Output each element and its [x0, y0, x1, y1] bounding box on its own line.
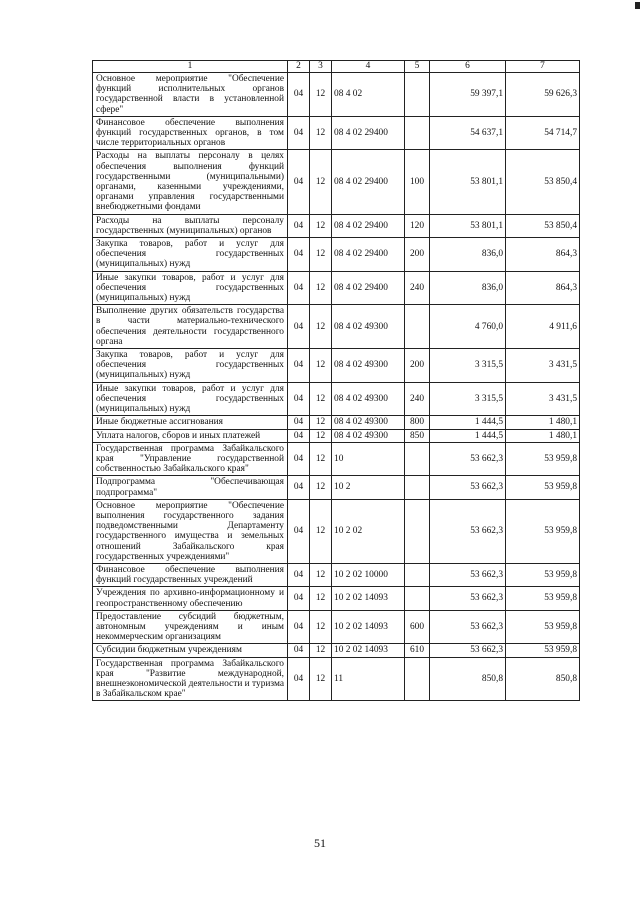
subsection-code-cell: 12 — [310, 73, 332, 117]
expense-type-cell — [405, 563, 430, 586]
table-row — [93, 73, 580, 117]
target-article-cell: 08 4 02 49300 — [332, 416, 405, 429]
section-code-cell: 04 — [288, 499, 310, 563]
table-row — [93, 499, 580, 563]
amount-year1-cell: 53 801,1 — [430, 150, 506, 214]
target-article-cell: 08 4 02 49300 — [332, 382, 405, 416]
table-row — [93, 563, 580, 586]
subsection-code-cell: 12 — [310, 476, 332, 499]
target-article-cell: 10 2 02 10000 — [332, 563, 405, 586]
amount-year1-cell: 53 662,3 — [430, 442, 506, 476]
section-code-cell: 04 — [288, 73, 310, 117]
row-name-cell: Финансовое обеспечение выполнения функций государственных органов, в том числе территориальных органов — [93, 116, 288, 150]
target-article-cell: 10 2 02 14093 — [332, 644, 405, 657]
amount-year2-cell: 53 959,8 — [506, 610, 580, 644]
amount-year1-cell: 3 315,5 — [430, 382, 506, 416]
expense-type-cell: 120 — [405, 214, 430, 237]
target-article-cell: 11 — [332, 657, 405, 701]
table-row — [93, 349, 580, 383]
row-name-cell: Иные закупки товаров, работ и услуг для обеспечения государственных (муниципальных) нужд — [93, 271, 288, 305]
amount-year2-cell: 53 959,8 — [506, 587, 580, 610]
header-cell: 2 — [288, 61, 310, 73]
target-article-cell: 10 2 02 — [332, 499, 405, 563]
target-article-cell: 08 4 02 49300 — [332, 349, 405, 383]
table-row — [93, 657, 580, 701]
expense-type-cell: 800 — [405, 416, 430, 429]
amount-year1-cell: 53 662,3 — [430, 476, 506, 499]
target-article-cell: 08 4 02 49300 — [332, 305, 405, 349]
amount-year2-cell: 53 959,8 — [506, 499, 580, 563]
section-code-cell: 04 — [288, 587, 310, 610]
section-code-cell: 04 — [288, 610, 310, 644]
section-code-cell: 04 — [288, 214, 310, 237]
amount-year1-cell: 1 444,5 — [430, 416, 506, 429]
expense-type-cell: 200 — [405, 238, 430, 272]
row-name-cell: Закупка товаров, работ и услуг для обеспечения государственных (муниципальных) нужд — [93, 238, 288, 272]
table-row — [93, 271, 580, 305]
amount-year2-cell: 53 959,8 — [506, 644, 580, 657]
header-cell: 3 — [310, 61, 332, 73]
expense-type-cell: 240 — [405, 271, 430, 305]
subsection-code-cell: 12 — [310, 563, 332, 586]
row-name-cell: Иные бюджетные ассигнования — [93, 416, 288, 429]
expense-type-cell — [405, 73, 430, 117]
expense-type-cell — [405, 476, 430, 499]
expense-type-cell — [405, 499, 430, 563]
amount-year2-cell: 59 626,3 — [506, 73, 580, 117]
amount-year2-cell: 53 850,4 — [506, 214, 580, 237]
row-name-cell: Закупка товаров, работ и услуг для обеспечения государственных (муниципальных) нужд — [93, 349, 288, 383]
table-row — [93, 150, 580, 214]
target-article-cell: 08 4 02 29400 — [332, 150, 405, 214]
amount-year2-cell: 54 714,7 — [506, 116, 580, 150]
row-name-cell: Основное мероприятие "Обеспечение выполнения государственного задания подведомственными Департаменту государственного имущества и земельных отношений Забайкальского края государственных учреждениями" — [93, 499, 288, 563]
section-code-cell: 04 — [288, 349, 310, 383]
section-code-cell: 04 — [288, 657, 310, 701]
section-code-cell: 04 — [288, 116, 310, 150]
table-body — [93, 61, 580, 701]
header-cell: 1 — [93, 61, 288, 73]
subsection-code-cell: 12 — [310, 271, 332, 305]
table-row — [93, 610, 580, 644]
amount-year2-cell: 53 959,8 — [506, 442, 580, 476]
expense-type-cell: 610 — [405, 644, 430, 657]
amount-year1-cell: 53 662,3 — [430, 644, 506, 657]
target-article-cell: 10 2 02 14093 — [332, 587, 405, 610]
row-name-cell: Выполнение других обязательств государства в части материально-технического обеспечения деятельности государственного органа — [93, 305, 288, 349]
row-name-cell: Подпрограмма "Обеспечивающая подпрограмма" — [93, 476, 288, 499]
expense-type-cell: 850 — [405, 429, 430, 442]
subsection-code-cell: 12 — [310, 587, 332, 610]
table-row — [93, 214, 580, 237]
section-code-cell: 04 — [288, 563, 310, 586]
expense-type-cell: 100 — [405, 150, 430, 214]
subsection-code-cell: 12 — [310, 150, 332, 214]
amount-year1-cell: 53 662,3 — [430, 563, 506, 586]
amount-year2-cell: 53 959,8 — [506, 476, 580, 499]
amount-year1-cell: 4 760,0 — [430, 305, 506, 349]
section-code-cell: 04 — [288, 442, 310, 476]
amount-year1-cell: 59 397,1 — [430, 73, 506, 117]
expense-type-cell — [405, 442, 430, 476]
amount-year2-cell: 864,3 — [506, 271, 580, 305]
target-article-cell: 08 4 02 29400 — [332, 116, 405, 150]
section-code-cell: 04 — [288, 305, 310, 349]
header-cell: 6 — [430, 61, 506, 73]
scan-corner-mark — [635, 2, 640, 9]
section-code-cell: 04 — [288, 429, 310, 442]
table-row — [93, 238, 580, 272]
target-article-cell: 10 2 — [332, 476, 405, 499]
subsection-code-cell: 12 — [310, 116, 332, 150]
amount-year2-cell: 4 911,6 — [506, 305, 580, 349]
amount-year2-cell: 3 431,5 — [506, 349, 580, 383]
expense-type-cell — [405, 305, 430, 349]
subsection-code-cell: 12 — [310, 238, 332, 272]
row-name-cell: Расходы на выплаты персоналу государственных (муниципальных) органов — [93, 214, 288, 237]
subsection-code-cell: 12 — [310, 429, 332, 442]
row-name-cell: Государственная программа Забайкальского края "Развитие международной, внешнеэкономической деятельности и туризма в Забайкальском крае" — [93, 657, 288, 701]
expense-type-cell — [405, 587, 430, 610]
amount-year1-cell: 1 444,5 — [430, 429, 506, 442]
amount-year2-cell: 850,8 — [506, 657, 580, 701]
target-article-cell: 08 4 02 29400 — [332, 271, 405, 305]
target-article-cell: 10 — [332, 442, 405, 476]
amount-year2-cell: 1 480,1 — [506, 429, 580, 442]
amount-year1-cell: 53 662,3 — [430, 610, 506, 644]
subsection-code-cell: 12 — [310, 644, 332, 657]
amount-year2-cell: 53 850,4 — [506, 150, 580, 214]
subsection-code-cell: 12 — [310, 382, 332, 416]
target-article-cell: 08 4 02 29400 — [332, 238, 405, 272]
header-cell: 5 — [405, 61, 430, 73]
row-name-cell: Уплата налогов, сборов и иных платежей — [93, 429, 288, 442]
subsection-code-cell: 12 — [310, 442, 332, 476]
row-name-cell: Финансовое обеспечение выполнения функций государственных учреждений — [93, 563, 288, 586]
section-code-cell: 04 — [288, 271, 310, 305]
table-row — [93, 442, 580, 476]
table-row — [93, 429, 580, 442]
section-code-cell: 04 — [288, 644, 310, 657]
expense-type-cell: 240 — [405, 382, 430, 416]
amount-year2-cell: 53 959,8 — [506, 563, 580, 586]
expense-type-cell: 600 — [405, 610, 430, 644]
header-cell: 7 — [506, 61, 580, 73]
table-header-row — [93, 61, 580, 73]
amount-year1-cell: 53 801,1 — [430, 214, 506, 237]
row-name-cell: Субсидии бюджетным учреждениям — [93, 644, 288, 657]
amount-year1-cell: 53 662,3 — [430, 587, 506, 610]
amount-year2-cell: 864,3 — [506, 238, 580, 272]
budget-table — [92, 60, 580, 701]
target-article-cell: 08 4 02 29400 — [332, 214, 405, 237]
amount-year1-cell: 836,0 — [430, 271, 506, 305]
amount-year1-cell: 3 315,5 — [430, 349, 506, 383]
target-article-cell: 08 4 02 49300 — [332, 429, 405, 442]
amount-year1-cell: 836,0 — [430, 238, 506, 272]
subsection-code-cell: 12 — [310, 416, 332, 429]
row-name-cell: Иные закупки товаров, работ и услуг для обеспечения государственных (муниципальных) нужд — [93, 382, 288, 416]
target-article-cell: 08 4 02 — [332, 73, 405, 117]
subsection-code-cell: 12 — [310, 499, 332, 563]
page-number: 51 — [314, 836, 326, 850]
table-row — [93, 644, 580, 657]
amount-year2-cell: 1 480,1 — [506, 416, 580, 429]
expense-type-cell — [405, 116, 430, 150]
target-article-cell: 10 2 02 14093 — [332, 610, 405, 644]
section-code-cell: 04 — [288, 416, 310, 429]
row-name-cell: Основное мероприятие "Обеспечение функций исполнительных органов государственной власти в установленной сфере" — [93, 73, 288, 117]
row-name-cell: Расходы на выплаты персоналу в целях обеспечения выполнения функций государственными (муниципальными) органами, казенными учреждениями, органами управления государственными внебюджетными фондами — [93, 150, 288, 214]
section-code-cell: 04 — [288, 382, 310, 416]
subsection-code-cell: 12 — [310, 214, 332, 237]
header-cell: 4 — [332, 61, 405, 73]
amount-year1-cell: 53 662,3 — [430, 499, 506, 563]
subsection-code-cell: 12 — [310, 610, 332, 644]
row-name-cell: Предоставление субсидий бюджетным, автономным учреждениям и иным некоммерческим организациям — [93, 610, 288, 644]
expense-type-cell — [405, 657, 430, 701]
row-name-cell: Государственная программа Забайкальского края "Управление государственной собственностью Забайкальского края" — [93, 442, 288, 476]
amount-year1-cell: 850,8 — [430, 657, 506, 701]
amount-year2-cell: 3 431,5 — [506, 382, 580, 416]
table-row — [93, 116, 580, 150]
section-code-cell: 04 — [288, 238, 310, 272]
table-row — [93, 382, 580, 416]
table-row — [93, 587, 580, 610]
subsection-code-cell: 12 — [310, 305, 332, 349]
row-name-cell: Учреждения по архивно-информационному и геопространственному обеспечению — [93, 587, 288, 610]
amount-year1-cell: 54 637,1 — [430, 116, 506, 150]
table-row — [93, 416, 580, 429]
subsection-code-cell: 12 — [310, 349, 332, 383]
table-row — [93, 476, 580, 499]
expense-type-cell: 200 — [405, 349, 430, 383]
section-code-cell: 04 — [288, 476, 310, 499]
table-row — [93, 305, 580, 349]
section-code-cell: 04 — [288, 150, 310, 214]
subsection-code-cell: 12 — [310, 657, 332, 701]
